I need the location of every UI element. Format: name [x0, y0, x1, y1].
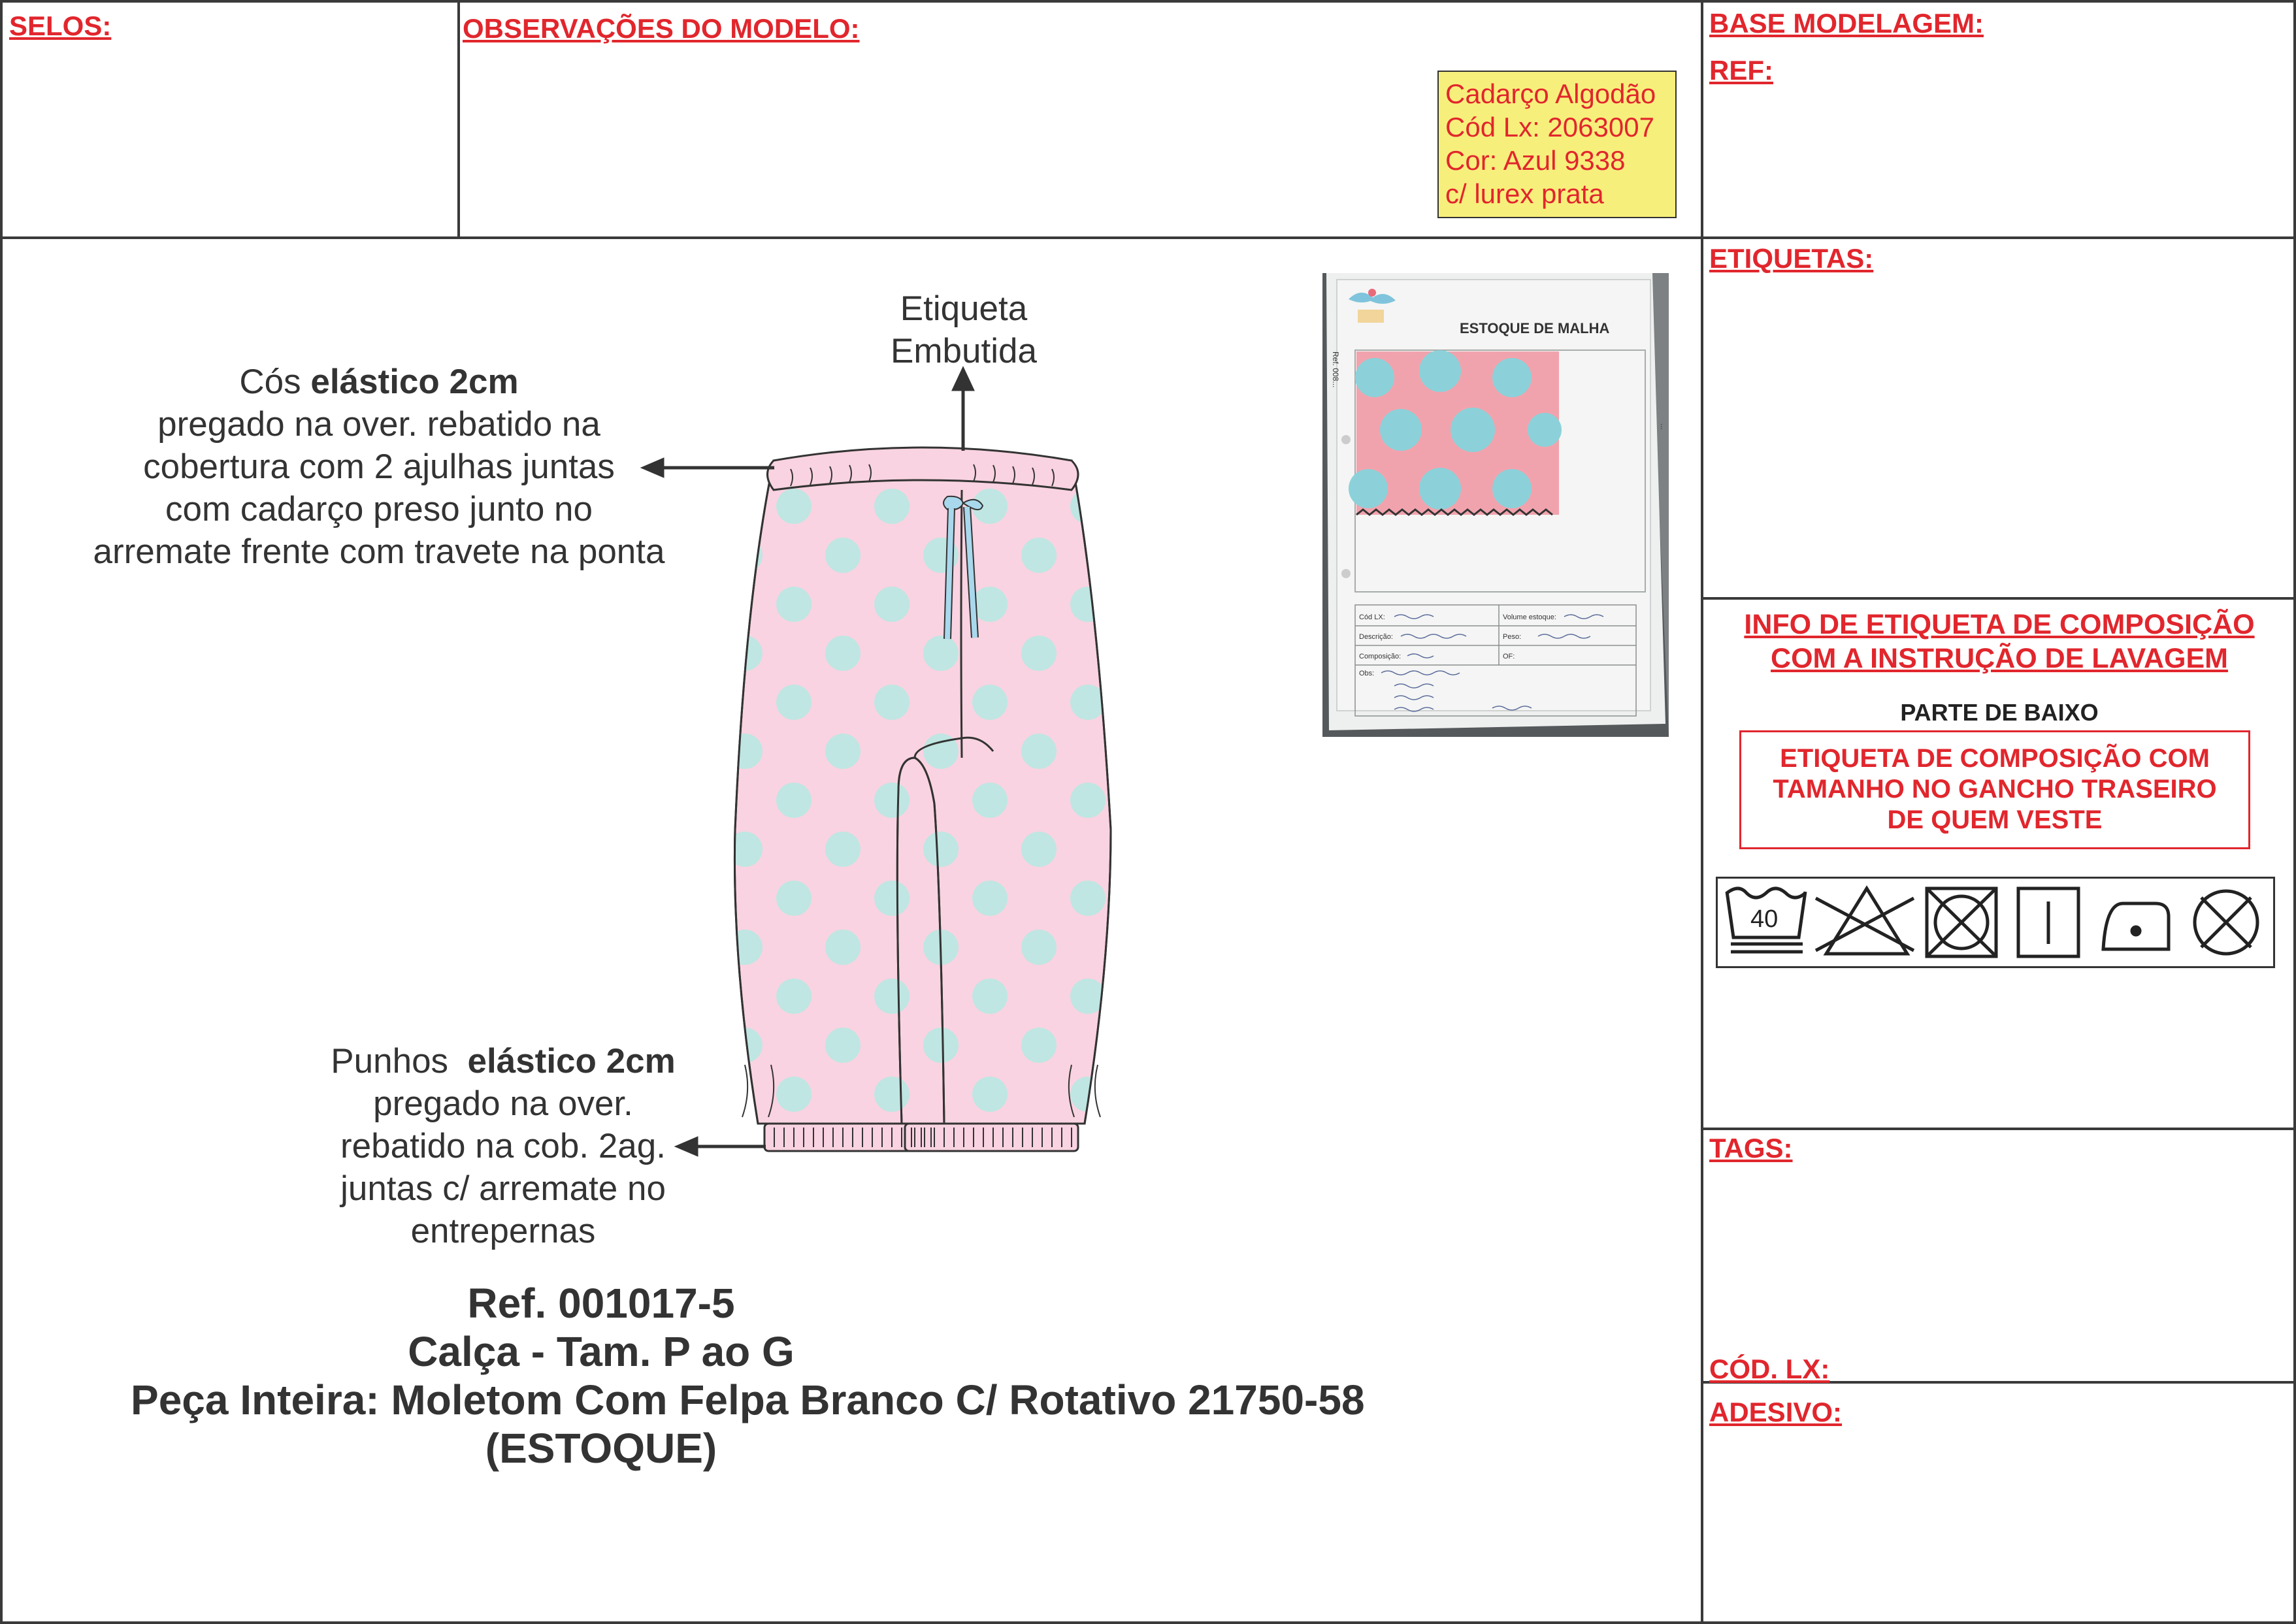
cos-bold: elástico 2cm	[310, 363, 519, 401]
composition-title-line: COM A INSTRUÇÃO DE LAVAGEM	[1771, 643, 2228, 674]
etiquetas-header: ETIQUETAS:	[1709, 243, 1874, 274]
svg-text:Descrição:: Descrição:	[1359, 633, 1393, 641]
composition-title-line: INFO DE ETIQUETA DE COMPOSIÇÃO	[1744, 609, 2255, 640]
reference-product: Calça - Tam. P ao G	[408, 1328, 795, 1375]
composition-label-note	[1739, 730, 2250, 849]
svg-text:Volume estoque:: Volume estoque:	[1503, 613, 1556, 621]
iron-low-icon	[2103, 903, 2169, 949]
wash-temp: 40	[1750, 905, 1779, 933]
wash-40-icon	[1727, 888, 1805, 952]
no-dry-clean-icon	[2195, 891, 2257, 954]
adesivo-header: ADESIVO:	[1709, 1397, 1843, 1427]
punhos-line: entrepernas	[410, 1212, 596, 1250]
reference-code: Ref. 001017-5	[467, 1280, 735, 1327]
etiqueta-callout	[869, 287, 1058, 372]
reference-fabric: Peça Inteira: Moletom Com Felpa Branco C/ Rotativo 21750-58	[131, 1376, 1365, 1423]
base-modelagem-header: BASE MODELAGEM:	[1709, 8, 1984, 39]
no-tumble-dry-icon	[1927, 888, 1996, 956]
composition-title	[1705, 608, 2293, 675]
punhos-line: rebatido na cob. 2ag.	[340, 1127, 666, 1165]
punhos-callout	[281, 1040, 725, 1252]
cod-lx-header: CÓD. LX:	[1709, 1354, 1830, 1384]
svg-text:...: ...	[1659, 423, 1668, 430]
observacoes-header: OBSERVAÇÕES DO MODELO:	[463, 13, 860, 44]
tags-header: TAGS:	[1709, 1133, 1793, 1163]
svg-text:Peso:: Peso:	[1503, 633, 1522, 641]
punhos-line1	[281, 1040, 725, 1082]
punhos-line: juntas c/ arremate no	[340, 1169, 666, 1208]
cos-prefix: Cós	[239, 363, 311, 401]
punhos-prefix: Punhos	[331, 1042, 468, 1080]
cos-line1	[52, 361, 706, 403]
svg-text:Ref. 008...: Ref. 008...	[1331, 351, 1340, 388]
svg-text:Obs:: Obs:	[1359, 670, 1375, 677]
photo-title: ESTOQUE DE MALHA	[1460, 320, 1610, 336]
composition-note-line: ETIQUETA DE COMPOSIÇÃO COM	[1780, 744, 2210, 773]
cos-line: arremate frente com travete na ponta	[93, 532, 665, 571]
cos-line: pregado na over. rebatido na	[157, 405, 600, 444]
reference-stock: (ESTOQUE)	[485, 1425, 717, 1472]
composition-subtitle: PARTE DE BAIXO	[1900, 699, 2099, 726]
cos-line: com cadarço preso junto no	[165, 490, 593, 528]
cord-note-line: Cor: Azul 9338	[1445, 145, 1626, 176]
no-bleach-icon	[1816, 888, 1914, 954]
cos-callout	[52, 361, 706, 573]
line-dry-icon	[2018, 888, 2078, 956]
composition-note-line: TAMANHO NO GANCHO TRASEIRO	[1773, 775, 2217, 804]
svg-text:Composição:: Composição:	[1359, 653, 1402, 660]
punhos-bold: elástico 2cm	[467, 1042, 676, 1080]
svg-text:OF:: OF:	[1503, 653, 1515, 660]
reference-block	[131, 1279, 1365, 1472]
etiqueta-line: Etiqueta	[900, 289, 1028, 328]
punhos-line: pregado na over.	[373, 1084, 633, 1123]
cord-note-line: c/ lurex prata	[1445, 178, 1604, 209]
cord-note-line: Cadarço Algodão	[1445, 78, 1656, 109]
ref-header: REF:	[1709, 55, 1773, 86]
care-symbols	[1716, 877, 2275, 968]
composition-note-line: DE QUEM VESTE	[1887, 805, 2103, 834]
etiqueta-line: Embutida	[891, 332, 1037, 370]
svg-text:Cód LX:: Cód LX:	[1359, 613, 1385, 621]
cord-note-line: Cód Lx: 2063007	[1445, 112, 1654, 142]
selos-header: SELOS:	[9, 10, 112, 41]
cos-line: cobertura com 2 ajulhas juntas	[143, 447, 615, 486]
